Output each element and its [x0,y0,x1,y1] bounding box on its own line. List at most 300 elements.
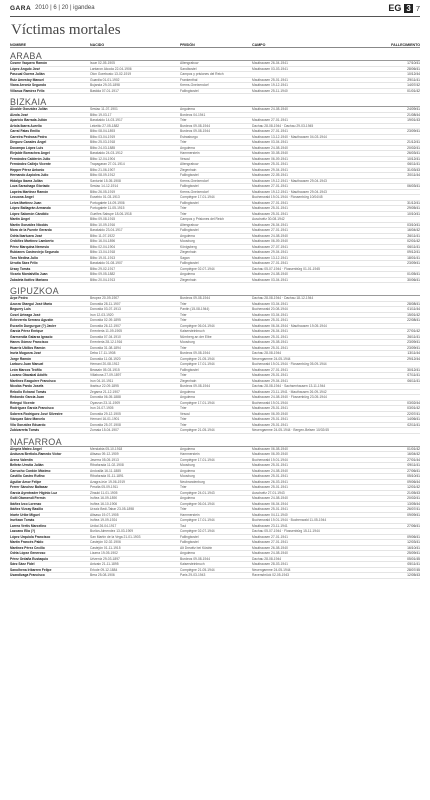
birth-place-date: Burlán-Almendez 13-03-1909 [90,529,134,533]
death-date: 06/11/41 [407,244,420,249]
prison-name: Trier [180,312,187,317]
birth-place-date: Erlode 09-12-1884 [90,567,118,572]
prison-name: Königsberg [180,244,197,249]
victim-name: Beguery Luis [10,307,31,311]
death-date: 28/08/41 [407,301,420,306]
prison-name: Burdeos 09-08-1944 [180,129,211,133]
victim-name: Andueza Bertiolo-Ramedo Víctor [10,452,62,456]
victim-name: Jorge Ramón [10,356,32,361]
birth-place-date: Oyarzun 23-11-1909 [90,400,120,405]
birth-place-date: Hernani 16-01-1901 [90,417,120,421]
victim-name: Carrucho Cordón Máximo [10,468,51,473]
death-date: 26/07/41 [407,507,420,511]
victims-table [10,51,420,579]
victim-name: Zabaleta Ibáñez Mariano [10,277,49,282]
prison-name: Trier [180,318,187,322]
birth-place-date: Bilbo 24-03-1885 [90,145,116,150]
camp-arrival: Dachau 05-07-1944 · Flossenbürg 01-01-1945 [252,266,320,271]
birth-place-date: Altsasu 19-07-1905 [90,512,119,517]
victim-name: Sobrera Rodríguez José Silvestre [10,411,63,416]
prison-name: Campos y Prisiones del Reich [180,217,224,221]
birth-place-date: Urdiai 26-04-1917 [90,523,117,528]
death-date [332,529,420,534]
victim-name: Hidalgo Ibarra Julián [10,178,43,183]
prison-name: Sandbostel [180,66,197,71]
prison-name: Hammerstein [180,151,200,155]
birth-place-date: Bilbo 03-04-1919 [90,134,116,139]
camp-arrival: Mauthausen 25-01-1941 [252,345,288,350]
birth-place-date: Portugalete 11-05-1915 [90,206,125,210]
victim-name: Leiva Martínez Juan [10,200,42,205]
camp-arrival: Mauthausen 25-01-1941 [252,334,288,339]
death-date [332,296,420,301]
birth-place-date: Bilbo 25-03-1918 [90,140,116,144]
camp-arrival: Mauthausen 06-04-1944 · Mauthausen 19-05-1944 [252,323,327,328]
death-date: 31/03/43 [407,167,420,172]
camp-arrival: Mauthausen 06-09-1940 [252,452,288,456]
table-row [10,428,420,434]
prison-name: Trier [180,406,187,410]
death-date: 09/12/41 [407,250,420,254]
death-date: 02/11/41 [407,422,420,427]
prison-name: Campos y prisiones del Reich [180,72,224,76]
prison-name: Compiègne 21-05-1944 [180,356,215,361]
birth-place-date: Castejón 01-11-1915 [90,545,121,550]
birth-place-date: Villabona 27-09-1897 [90,373,122,377]
victim-name: Dieguez Canales Ángel [10,140,47,144]
birth-place-date: Barakaldo 01-08-1907 [90,261,123,265]
death-date: 10/12/41 [407,156,420,161]
camp-arrival: Mauthausen 25-01-1941 [252,463,288,467]
camp-arrival: Neuengamme 24-05-1944 · Bergen-Belsen 10/02/45 [252,428,329,432]
camp-arrival: Mauthausen 06-08-1940 [252,446,288,451]
victim-name: Huarriz Ubillos Ramón [10,345,46,350]
victim-name: Sanolhena Iribarren Felipe [10,567,52,572]
col-header-camp: CAMPO [252,42,266,47]
prison-name: Ziegenhain [180,378,197,383]
death-date: 09/06/41 [407,534,420,539]
birth-place-date: Bilbo 11-07-1922 [90,233,115,238]
victim-name: Mora de la Fuente Gerardo [10,228,52,232]
victim-name: Elejalde Borrachea Ángel [10,151,50,155]
birth-place-date: Bilbo 09-05-1882 [90,272,116,276]
victim-name: Larrea Vertis Marcelino [10,523,47,528]
birth-place-date: Donostia 31-08-1894 [90,345,121,350]
birth-place-date: Donostia 29-12-1905 [90,411,121,416]
death-date: 03/02/44 [407,400,420,405]
death-date: 26/11/41 [407,334,420,339]
camp-arrival: Auschwitz 30-08-1942 [252,217,285,221]
victim-name: Martínez Pérez Cecilio [10,545,45,550]
death-date: 31/12/41 [407,200,420,205]
death-date [332,384,420,389]
camp-arrival: Mauthausen 24-08-1940 [252,496,288,500]
death-date: 20/11/44 [407,173,420,177]
death-date: 21/08/44 [407,112,420,117]
camp-arrival: Mauthausen 25-01-1941 [252,162,288,166]
camp-arrival: Dachau 28-08-1944 · Dachau 29-03-1945 [252,123,314,128]
prison-name: Fallingbostel [180,367,199,372]
victim-name: Alzola José [10,112,29,117]
birth-place-date: Hernani 20-08-1912 [90,362,120,366]
prison-name: Angulema [180,107,195,111]
death-date: 22/08/41 [407,318,420,322]
victim-name: Retegui Vicente [10,400,35,405]
victim-name: Iruritzan Tomás [10,518,35,522]
death-date: 05/01/45 [407,556,420,561]
camp-arrival: Mauthausen 25-01-1941 [252,373,288,377]
victim-name: Arenz Valentín [10,457,33,462]
prison-name: Angulema [180,446,195,451]
camp-arrival: Mauthausen 28-03-1941 [252,562,288,566]
prison-name: Kaisersteinbruch [180,329,205,333]
victim-name: Echeverria Serrano Agustín [10,318,54,322]
victim-name: Azurza Otaegui José María [10,301,52,306]
prison-name: Krems-Gneixendorf [180,178,209,183]
birth-place-date: Bujanda 29-03-1898 [90,83,120,87]
masthead-date: 2010 | 6 | 20 | igandea [35,5,95,11]
death-date: 06/11/41 [407,162,420,166]
victim-name: Hanes Gómez Francisco [10,340,49,344]
region-title: NAFARROA [10,437,420,447]
death-date [332,179,420,184]
prison-name: Bordeos 04-1941 [180,112,206,117]
prison-name: Angulema [180,551,195,555]
prison-name: Nürnberg an der Elbe [180,334,212,339]
camp-arrival: Mauthausen 06-09-1940 [252,239,288,243]
birth-place-date: Bilbo 12-04-1904 [90,156,116,161]
death-date: 06/11/41 [407,378,420,383]
prison-name: Compiègne 24-01-1943 [180,490,215,495]
victim-name: Beltrán Urrutia Julián [10,463,44,467]
death-date: 13/05/44 [407,501,420,506]
victim-name: Rubianes Castroviejo Segundo [10,250,59,254]
death-date: 05/11/41 [407,562,420,566]
death-date [332,362,420,367]
prison-name: Fallingbostel [180,261,199,265]
victim-name: Lazcano Elia (?) [10,529,36,533]
death-date: 15/01/42 [407,312,420,317]
camp-arrival: Mauthausen 26-04-1941 [252,61,288,65]
camp-arrival: Buchenwald 19-01-1944 · Flossenbürg 10/04/45 [252,195,323,199]
victim-name: Garmendia Galarza Ignacio [10,334,53,339]
camp-arrival: Mauthausen 03-04-1941 [252,312,288,317]
victim-name: García Ayentrader Higinio Luz [10,490,58,495]
page-number: 7 [415,3,420,13]
camp-arrival: Mauthausen 27-01-1941 [252,184,288,188]
camp-arrival: Neuengamme 24-05-1944 [252,356,291,361]
victim-name: Martín González Nicolás [10,222,48,227]
camp-arrival: Dachau 28-08-1944 [252,556,282,561]
birth-place-date: Bilbo 19-01-1913 [90,255,116,260]
col-header-death: FALLECIMIENTO [391,42,420,47]
camp-arrival: Ravensbrück 02-05-1943 [252,573,290,577]
birth-place-date: Donostia 02-09-1895 [90,318,121,322]
prison-name: Trier [180,206,187,210]
camp-arrival: Mauthausen 29-04-1941 [252,167,288,172]
victim-name: Arpe Pedro [10,296,28,300]
birth-place-date: Donostia 07-04-1910 [90,334,121,339]
region-section [10,97,420,283]
death-date: 01/11/44 [407,307,420,311]
birth-place-date: Bera 25-08-1906 [90,573,115,577]
death-date: 03/01/42 [407,406,420,410]
prison-name: Kaisersteinbruch [180,562,205,566]
prison-name: Pantin (15-08-1944) [180,307,210,311]
death-date: 14/07/42 [407,83,420,87]
victim-name: Fernández Callejo Vicente [10,162,51,166]
prison-name: Angulema [180,145,195,150]
birth-place-date: Olon Gorebusto 13-02-1919 [90,72,132,76]
camp-arrival: Mauthausen 26-03-1941 [252,479,288,484]
prison-name: Estrasburgo [180,134,198,139]
birth-place-date: Ibarbuz 22-09-1895 [90,384,119,388]
prison-name: Neubrandenburg [180,479,205,484]
birth-place-date: Zegama 21-12-1907 [90,389,120,394]
victim-name: Urrutia Sáez Félix [10,261,38,265]
birth-place-date: Barakaldo 24-03-1912 [90,151,123,155]
victim-name: Vila González Eduardo [10,422,46,427]
victim-name: Iriarte Uribe Miguel [10,512,40,517]
birth-place-date: Guardia 01-01-1902 [90,77,120,82]
camp-arrival: Mauthausen 03-04-1941 [252,140,288,144]
death-date [332,324,420,329]
victim-name: Odria López Generoso [10,551,46,555]
camp-arrival: Mauthausen 24-08-1940 [252,233,288,238]
death-date [332,195,420,200]
victim-name: Lapeira Martínez Ramón [10,189,49,194]
death-date: 24/09/41 [407,107,420,111]
death-date: 17/10/41 [407,61,420,65]
prison-name: Burdeos 09-08-1944 [180,296,211,300]
camp-arrival: Mauthausen 24-08-1940 [252,272,288,276]
prison-name: Burdeos 09-08-1944 [180,123,211,128]
death-date: 26/11/41 [407,233,420,238]
camp-arrival: Mauthausen 27-01-1941 [252,200,288,205]
birth-place-date: Donostia 26-12-1907 [90,323,121,328]
prison-name: Angulema [180,272,195,276]
victim-name: Rodríguez García Francisco [10,406,54,410]
victim-name: Hepper Pérez Antonio [10,167,45,172]
camp-arrival: Mauthausen 27-01-1941 [252,534,288,539]
table-row [10,573,420,579]
camp-arrival: Mauthausen 25-11-1940 [252,88,288,93]
prison-name: Alt Drewitz bei Küstrin [180,545,213,550]
victim-name: Docampo López Luis [10,145,44,150]
death-date: 20/02/41 [407,145,420,150]
victim-name: Fernández Calderón Julio [10,156,51,161]
camp-arrival: Mauthausen 25-01-1941 [252,485,288,489]
victim-name: León Marcos Teófilo [10,367,42,372]
death-date [332,124,420,129]
prison-name: Sagan [180,255,190,260]
prison-name: Compiègne 17-01-1944 [180,457,215,462]
prison-name: Fallingbostel [180,540,199,544]
camp-arrival: Mauthausen 03-04-1941 [252,277,288,282]
victim-name: Rebollo Echarai Tomás [10,389,47,394]
camp-arrival: Dachau 28-08-1944 · Sachsenhausen 13-11-1944 [252,384,326,388]
camp-arrival: Mauthausen 03-04-1941 [252,301,288,306]
prison-name: Trier [180,301,187,306]
birth-place-date: Bilbo 02-04-1904 [90,244,116,249]
victim-name: Ibáñez Vizcay Basilio [10,507,44,511]
prison-name: Burdeos 09-08-1944 [180,556,211,561]
prison-name: Fallingbostel [180,228,199,232]
death-date [332,428,420,433]
birth-place-date: Irun 12-03-1920 [90,312,114,317]
victim-name: Castillo Castro Rufino [10,474,45,478]
birth-place-date: Irun 24-07-1905 [90,406,114,410]
prison-name: Moosburg [180,474,195,478]
birth-place-date: Bilbo 08-09-1912 [90,173,116,177]
birth-place-date: Beopez 20-09-1907 [90,296,119,300]
death-date: 13/11/44 [407,351,420,355]
victim-name: López Salomón Cándido [10,211,49,216]
death-date: 29/05/41 [407,206,420,210]
birth-place-date: Errenteria 11-09-1905 [90,329,123,333]
victim-name: Artola Ibarra Aurelio [10,123,42,128]
camp-arrival: Mauthausen 25-01-1941 [252,77,288,82]
birth-place-date: Castejón 02-02-1906 [90,540,121,544]
prison-name: Trier [180,373,187,377]
victim-name: Ibáñez Izco Lorenzo [10,501,42,506]
birth-place-date: Bilbo 21-06-1907 [90,167,116,172]
prison-name: Paris 29-03-1943 [180,573,206,577]
death-date: 29/12/44 [407,356,420,361]
birth-place-date: Trapagaran 27-01-1914 [90,162,125,166]
prison-name: Ziegenhain [180,277,197,282]
death-date: 23/09/41 [407,261,420,265]
camp-arrival: Mauthausen 25-01-1941 [252,507,288,511]
camp-arrival [252,113,332,118]
death-date: 10/10/41 [407,211,420,216]
camp-arrival: Buchenwald 20-08-1944 [252,307,288,311]
camp-arrival: Mauthausen 24-08-1940 [252,551,288,555]
prison-name: Hammerstein [180,452,200,456]
death-date: 27/01/44 [407,457,420,462]
death-date: 16/04/42 [407,452,420,456]
col-header-born: NACIDO [90,42,105,47]
birth-place-date: Iruñea 16-09-1890 [90,496,118,500]
prison-name: Ziegenhain [180,250,197,254]
victim-name: Viana Arroniz Segundo [10,83,47,87]
camp-arrival: Mauthausen 27-01-1941 [252,118,288,122]
birth-place-date: Bilbo 10-09-1916 [90,222,116,227]
death-date: 02/01/42 [407,239,420,243]
camp-arrival: Mauthausen 23-11-1941 [252,523,288,528]
camp-arrival: Mauthausen 24-08-1940 [252,468,288,473]
camp-arrival: Buchenwald 19-01-1944 [252,457,288,462]
birth-place-date: Bilbo 08-04-1893 [90,129,116,133]
birth-place-date: Irun 04-10-1911 [90,378,114,383]
birth-place-date: Iruñea 16-10-1906 [90,501,118,506]
camp-arrival: Buchenwald 19-01-1944 · Buchenwald 11-05-1944 [252,518,327,522]
birth-place-date: Gueñes Sabupe 18-06-1918 [90,211,132,216]
death-date: 06/03/41 [407,184,420,188]
death-date: 12/01/42 [407,485,420,489]
prison-name: Angulema [180,496,195,500]
birth-place-date: Donostia 06-05-1888 [90,395,121,399]
death-date: 28/06/41 [407,66,420,71]
victim-name: Urzay Tomás [10,266,31,271]
birth-place-date: Santurtzi 15-05-1908 [90,178,121,183]
prison-name: Hammerstein [180,512,200,517]
prison-name: Burdeos 09-08-1944 [180,384,211,388]
death-date [332,190,420,195]
birth-place-date: Ribaforada 11-02-1908 [90,463,124,467]
birth-place-date: Errenteria 28-12-1916 [90,340,123,344]
prison-name: Trier [180,345,187,350]
prison-name: Burdeos 09-08-1944 [180,351,211,355]
prison-name: Trier [180,417,187,421]
death-date: 18/01/41 [407,255,420,260]
camp-arrival: Mauthausen 26-04-1941 [252,222,288,227]
prison-name: Vesoul [180,411,190,416]
death-date [332,135,420,140]
prison-name: Trier [180,211,187,216]
prison-name: Fallingbostel [180,200,199,205]
death-date: 20/02/41 [407,496,420,500]
birth-place-date: Barakaldo 23-04-1917 [90,228,123,232]
table-row [10,278,420,284]
victim-name: López Urquiola Francisco [10,534,51,539]
death-date: 23/09/41 [407,345,420,350]
camp-arrival: Mauthausen 25-08-1941 [252,340,288,344]
birth-place-date: Barakaldo 14-03-1917 [90,118,123,122]
victim-name: Ferrer Sánchez Baltasar [10,485,48,489]
camp-arrival: Mauthausen 19-12-1941 · Mauthausen 29-04-1943 [252,189,327,194]
camp-arrival [252,72,332,77]
death-date: 27/06/41 [407,523,420,528]
prison-name: Trier [180,485,187,489]
death-date: 19/01/43 [407,118,420,122]
camp-arrival: Mauthausen 26-08-1940 [252,545,288,550]
birth-place-date: Iruñea 19-09-1924 [90,518,118,522]
death-date [332,518,420,523]
death-date: 25/09/41 [407,551,420,555]
death-date: 27/06/41 [407,468,420,473]
victim-name: Redondo García Juan [10,395,45,399]
death-date: 28/07/45 [407,567,420,572]
prison-name: Compiègne 06-04-1944 [180,501,215,506]
camp-arrival: Mauthausen 19-12-1941 [252,83,288,87]
victim-name: López Ballagrán Armando [10,206,51,210]
birth-place-date: Zumaia 15-04-1907 [90,428,119,432]
death-date: 21/12/41 [407,140,420,144]
masthead-rule [10,16,420,17]
page-title: Víctimas mortales [11,22,121,38]
birth-place-date: Sestao 11-07-1901 [90,107,118,111]
birth-place-date: Deba 17-11-1908 [90,351,116,355]
victim-name: Zubizarreta Tomás [10,428,40,432]
birth-place-date: Donostia 11-08-1920 [90,356,121,361]
prison-name: Angulema [180,395,195,399]
camp-arrival: Mauthausen 06-09-1941 [252,156,288,161]
birth-place-date: Bilbo 09-08-1915 [90,217,116,221]
prison-name: Krems-Gneixendorf [180,189,209,194]
prison-name: Fallingbostel [180,184,199,188]
victim-name: Martínez Ezaguirre Francisco [10,378,56,383]
camp-arrival: Dachau 28-08-1944 [252,351,282,355]
prison-name: Trier [180,118,187,122]
death-date: 07/11/41 [407,373,420,377]
death-date [332,267,420,272]
camp-arrival: Mauthausen 27-01-1941 [252,228,288,232]
birth-place-date: Bilbo 29-02-1917 [90,266,116,271]
birth-place-date: Portugalete 14-09-1906 [90,200,125,205]
section-logo: EG [388,3,402,13]
prison-name: Compiègne 21-05-1944 [180,567,215,572]
